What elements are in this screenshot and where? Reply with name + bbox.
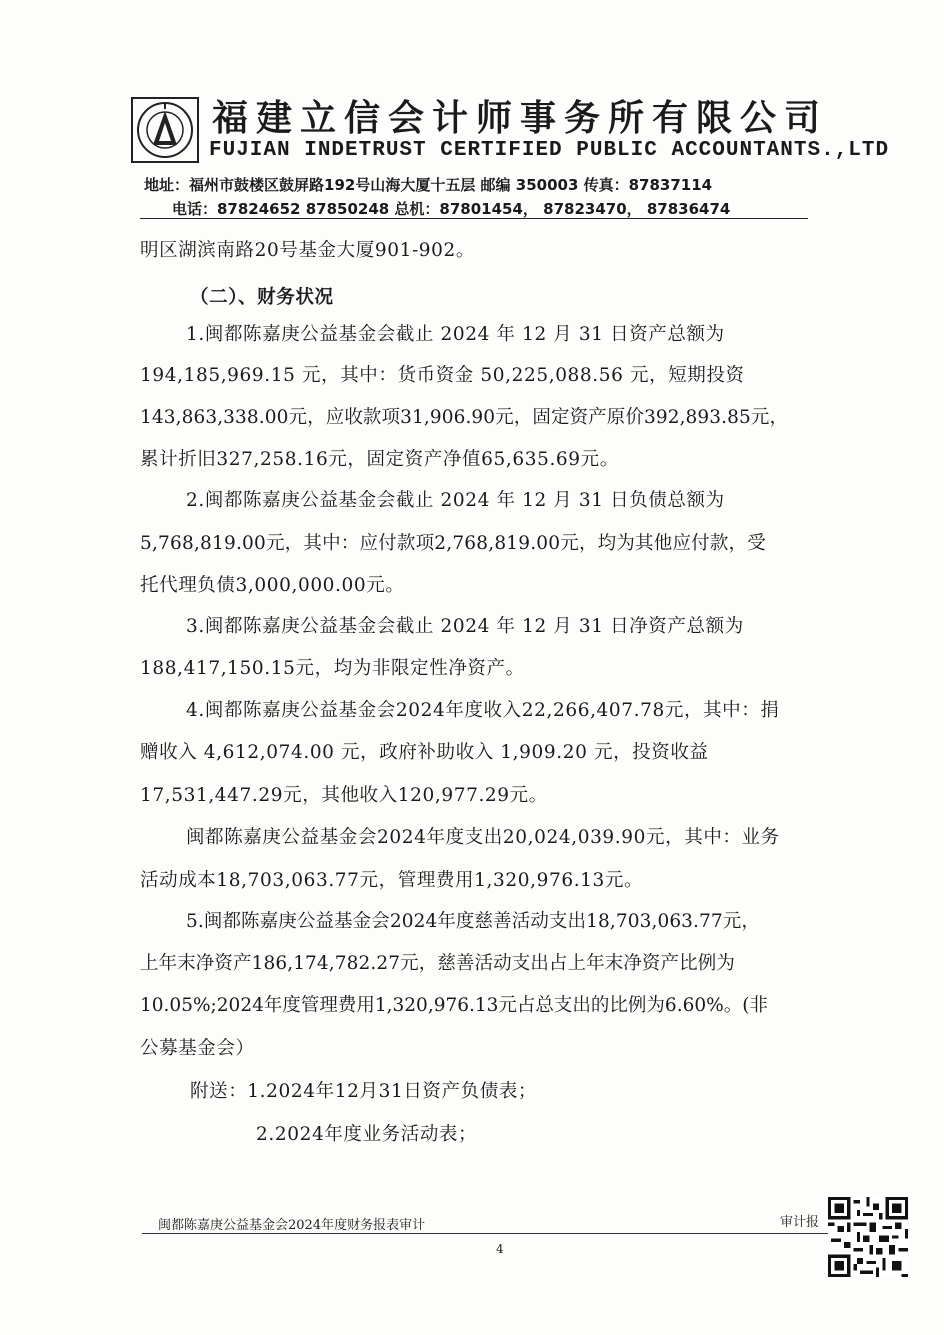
firm-address: 地址：福州市鼓楼区鼓屏路192号山海大厦十五层 邮编 350003 传真：87837114 [144, 176, 713, 194]
text-line: 188,417,150.15元，均为非限定性净资产。 [140, 658, 525, 679]
header-divider [140, 218, 808, 219]
text-line: 赠收入 4,612,074.00 元，政府补助收入 1,909.20 元，投资收益 [140, 742, 709, 763]
attachment-line: 2.2024年度业务活动表； [256, 1124, 478, 1145]
text-line: 10.05%;2024年度管理费用1,320,976.13元占总支出的比例为6.60%。(非 [140, 995, 768, 1016]
text-line: 5,768,819.00元，其中：应付款项2,768,819.00元，均为其他应付款，受 [140, 533, 766, 554]
text-line: 1.闽都陈嘉庚公益基金会截止 2024 年 12 月 31 日资产总额为 [186, 324, 725, 345]
text-line: 4.闽都陈嘉庚公益基金会2024年度收入22,266,407.78元，其中：捐 [186, 700, 780, 721]
text-line: 公募基金会） [140, 1038, 255, 1059]
footer-report-label: 审计报 [780, 1215, 820, 1230]
text-line: 累计折旧327,258.16元，固定资产净值65,635.69元。 [140, 449, 619, 470]
footer-title: 闽都陈嘉庚公益基金会2024年度财务报表审计 [158, 1218, 426, 1233]
text-line: 2.闽都陈嘉庚公益基金会截止 2024 年 12 月 31 日负债总额为 [186, 490, 725, 511]
text-line: 明区湖滨南路20号基金大厦901-902。 [140, 240, 476, 261]
firm-logo [131, 97, 199, 163]
text-line: 3.闽都陈嘉庚公益基金会截止 2024 年 12 月 31 日净资产总额为 [186, 616, 744, 637]
text-line: 5.闽都陈嘉庚公益基金会2024年度慈善活动支出18,703,063.77元， [186, 911, 760, 932]
section-heading: （二）、财务状况 [190, 287, 334, 308]
attachment-line: 附送：1.2024年12月31日资产负债表； [190, 1081, 538, 1102]
firm-phone: 电话：87824652 87850248 总机：87801454， 87823470， 87836474 [172, 200, 731, 218]
text-line: 托代理负债3,000,000.00元。 [140, 575, 405, 596]
footer-divider [142, 1233, 828, 1234]
firm-name-en: FUJIAN INDETRUST CERTIFIED PUBLIC ACCOUNTANTS.,LTD [209, 139, 890, 162]
text-line: 活动成本18,703,063.77元，管理费用1,320,976.13元。 [140, 870, 644, 891]
firm-name-cn: 福建立信会计师事务所有限公司 [212, 98, 829, 139]
text-line: 17,531,447.29元，其他收入120,977.29元。 [140, 785, 548, 806]
text-line: 143,863,338.00元，应收款项31,906.90元，固定资产原价392,893.85元， [140, 407, 789, 428]
text-line: 上年末净资产186,174,782.27元，慈善活动支出占上年末净资产比例为 [140, 953, 735, 974]
page-number: 4 [496, 1242, 504, 1256]
text-line: 闽都陈嘉庚公益基金会2024年度支出20,024,039.90元，其中：业务 [186, 827, 780, 848]
qr-code-icon [828, 1196, 908, 1278]
text-line: 194,185,969.15 元，其中：货币资金 50,225,088.56 元，短期投资 [140, 365, 745, 386]
